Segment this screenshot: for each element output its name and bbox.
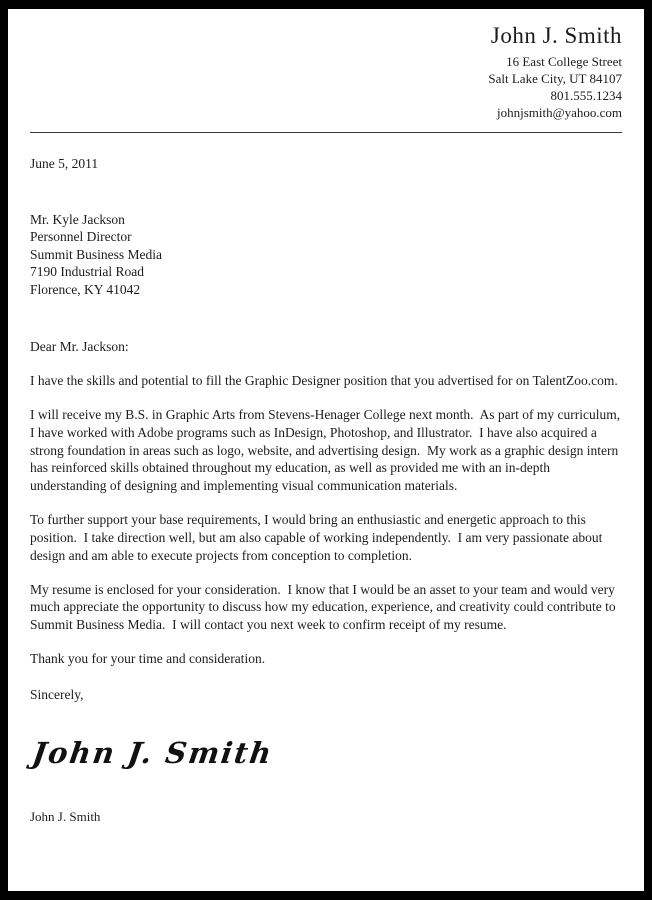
closing: Sincerely, <box>30 686 84 702</box>
body-paragraph-4: My resume is enclosed for your consideration. I know that I would be an asset to your team and would very much appreciate the opportunity to discuss how my education, experience, and creativity could contribute to Summit Business Media. I will contact you next week to confirm receipt of my resume. <box>30 581 619 633</box>
letter-page <box>8 9 644 891</box>
header-divider <box>30 132 622 133</box>
recipient-company: Summit Business Media <box>30 246 163 262</box>
sender-email: johnjsmith@yahoo.com <box>497 104 622 120</box>
typed-name: John J. Smith <box>30 808 101 824</box>
body-paragraph-2: I will receive my B.S. in Graphic Arts from Stevens-Henager College next month. As part of my curriculum, I have worked with Adobe programs such as InDesign, Photoshop, and Illustrator. I have also acquired a strong foundation in areas such as logo, website, and advertising design. My work as a graphic design intern has reinforced skills obtained throughout my education, as well as provided me with an in-depth understanding of designing and implementing visual communication materials. <box>30 407 624 494</box>
sender-street: 16 East College Street <box>506 54 622 70</box>
body-paragraph-1: I have the skills and potential to fill the Graphic Designer position that you advertised for on TalentZoo.com. <box>30 373 618 389</box>
letterhead <box>30 23 622 122</box>
recipient-title: Personnel Director <box>30 229 132 245</box>
recipient-city-state-zip: Florence, KY 41042 <box>30 281 141 297</box>
sender-name: John J. Smith <box>490 23 622 48</box>
sender-city-state-zip: Salt Lake City, UT 84107 <box>488 71 622 87</box>
salutation: Dear Mr. Jackson: <box>30 339 129 355</box>
letter-date: June 5, 2011 <box>30 155 99 171</box>
recipient-street: 7190 Industrial Road <box>30 264 144 280</box>
body-paragraph-3: To further support your base requirements, I would bring an enthusiastic and energetic approach to this position. I take direction well, but am also capable of working independently. I am very passionate about design and am able to execute projects from conception to completion. <box>30 512 606 563</box>
recipient-name: Mr. Kyle Jackson <box>30 211 125 227</box>
handwritten-signature: John J. Smith <box>30 735 276 770</box>
body-paragraph-5: Thank you for your time and consideration. <box>30 650 266 666</box>
sender-phone: 801.555.1234 <box>550 88 622 104</box>
recipient-address-block <box>30 211 622 299</box>
